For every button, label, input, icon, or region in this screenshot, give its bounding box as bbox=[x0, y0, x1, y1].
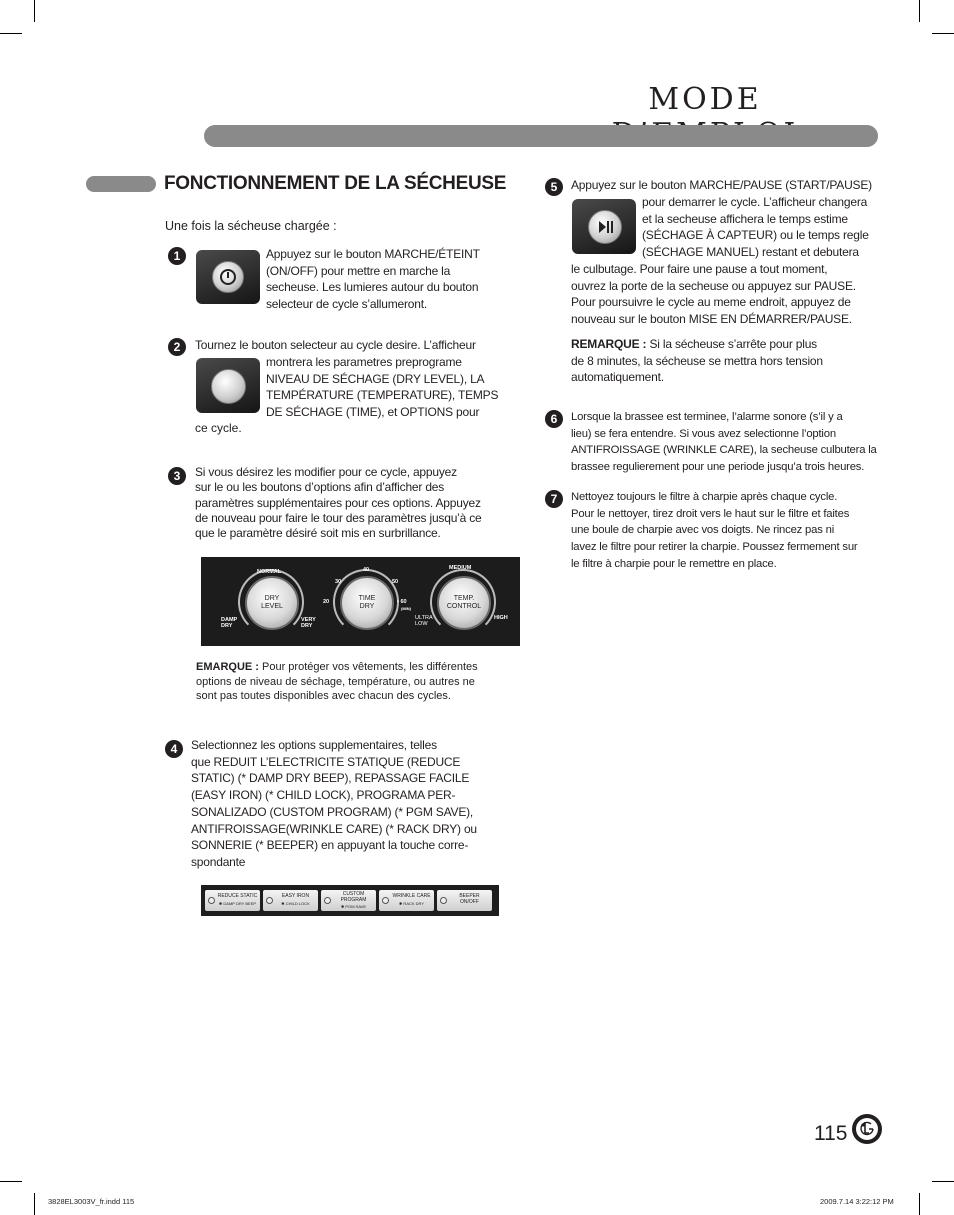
option-buttons-image bbox=[201, 885, 499, 916]
header-bar bbox=[204, 125, 878, 147]
step-number-7: 7 bbox=[545, 490, 563, 508]
step-7-text: Nettoyez toujours le filtre à charpie après chaque cycle. Pour le nettoyer, tirez droit vers le haut sur le filtre et faites une boule de charpie avec vos doigts. Ne rincez pas ni lavez le filtre pour retirer la charpie. Poussez fermement sur le filtre à charpie pour le remettre en place. bbox=[571, 491, 858, 570]
power-button-image bbox=[196, 250, 260, 304]
step-number-1: 1 bbox=[168, 247, 186, 265]
step-number-6: 6 bbox=[545, 410, 563, 428]
dry-level-knob: DRY LEVEL bbox=[245, 576, 299, 630]
reduce-static-option: REDUCE STATIC ✱ DAMP DRY BEEP bbox=[205, 890, 260, 911]
crop-mark bbox=[0, 33, 22, 34]
label-damp-dry: DAMP DRY bbox=[221, 617, 238, 629]
indicator-light-icon bbox=[208, 897, 215, 904]
step-3-text: Si vous désirez les modifier pour ce cycle, appuyez sur le ou les boutons d’options afin d’afficher des paramètres supplémentaires pour ces options. Appuyez de nouveau pour faire le tour des paramètres jusqu’à ce que le paramètre désiré soit mis en surbrillance. bbox=[195, 465, 482, 541]
label-40: 40 bbox=[363, 567, 370, 573]
step-4-text: Selectionnez les options supplementaires, telles que REDUIT L’ELECTRICITE STATIQUE (REDUCE STATIC) (* DAMP DRY BEEP), REPASSAGE FACILE (EASY IRON) (* CHILD LOCK), PROGRAMA PER- SONALIZADO (CUSTOM PROGRAM) (* PGM SAVE), ANTIFROISSAGE(WRINKLE CARE) (* RACK DRY) ou SONNERIE (* BEEPER) en appuyant la touche corre- spondante bbox=[191, 738, 477, 869]
step-2-first-line: Tournez le bouton selecteur au cycle desire. L’afficheur bbox=[195, 338, 476, 352]
step-5-note: REMARQUE : Si la sécheuse s’arrête pour plus de 8 minutes, la sécheuse se mettra hors tension automatiquement. bbox=[571, 337, 823, 385]
step-6-text: Lorsque la brassee est terminee, l’alarme sonore (s’il y a lieu) se fera entendre. Si vous avez selectionne l’option ANTIFROISSAGE (WRINKLE CARE), la secheuse culbutera la brassee regulierement pour une periode jusqu’a trois heures. bbox=[571, 411, 877, 474]
cycle-selector-image bbox=[196, 358, 260, 413]
crop-mark bbox=[932, 33, 954, 34]
label-60: • 60 bbox=[397, 599, 407, 605]
power-icon bbox=[212, 261, 244, 293]
step-number-2: 2 bbox=[168, 338, 186, 356]
start-pause-button-image bbox=[572, 199, 636, 254]
step-5-text: le culbutage. Pour faire une pause a tout moment, ouvrez la porte de la secheuse ou appuyez sur PAUSE. Pour poursuivre le cycle au meme endroit, appuyez de nouveau sur le bouton MISE EN DÉMARRER/PAUSE. bbox=[571, 262, 856, 327]
crop-mark bbox=[919, 0, 920, 22]
label-20: 20 bbox=[323, 599, 330, 605]
indicator-light-icon bbox=[324, 897, 331, 904]
indicator-light-icon bbox=[440, 897, 447, 904]
indicator-light-icon bbox=[382, 897, 389, 904]
section-pill bbox=[86, 176, 156, 192]
section-title: FONCTIONNEMENT DE LA SÉCHEUSE bbox=[164, 173, 507, 194]
label-min: (MIN) bbox=[401, 606, 411, 611]
step-3-note: EMARQUE : Pour protéger vos vêtements, les différentes options de niveau de séchage, température, ou autres ne sont pas toutes disponibles avec chacun des cycles. bbox=[196, 661, 478, 702]
label-high: HIGH bbox=[494, 615, 508, 621]
footer-file-info: 3828EL3003V_fr.indd 115 bbox=[48, 1197, 135, 1206]
step-2-last-line: ce cycle. bbox=[195, 421, 242, 435]
play-pause-symbol-icon bbox=[589, 211, 621, 243]
label-50: 50 bbox=[392, 579, 399, 585]
crop-mark bbox=[919, 1193, 920, 1215]
lg-face-icon bbox=[852, 1114, 882, 1144]
indicator-light-icon bbox=[266, 897, 273, 904]
step-5-first-line: Appuyez sur le bouton MARCHE/PAUSE (START/PAUSE) bbox=[571, 178, 872, 192]
step-2-text: montrera les parametres preprograme NIVEAU DE SÉCHAGE (DRY LEVEL), LA TEMPÉRATURE (TEMPERATURE), TEMPS DE SÉCHAGE (TIME), et OPTIONS pour bbox=[266, 355, 499, 420]
page-number: 115 bbox=[814, 1122, 848, 1145]
label-normal: NORMAL bbox=[257, 569, 282, 575]
page-header-title: MODE bbox=[648, 82, 762, 117]
beeper-option: BEEPER ON/OFF bbox=[437, 890, 492, 911]
start-pause-icon bbox=[588, 210, 622, 244]
step-1-text: Appuyez sur le bouton MARCHE/ÉTEINT (ON/OFF) pour mettre en marche la secheuse. Les lumieres autour du bouton selecteur de cycle s’allumeront. bbox=[266, 247, 480, 312]
label-30: 30 bbox=[335, 579, 342, 585]
label-medium: MEDIUM bbox=[449, 565, 472, 571]
step-number-3: 3 bbox=[168, 467, 186, 485]
step-number-5: 5 bbox=[545, 178, 563, 196]
wrinkle-care-option: WRINKLE CARE ✱ RACK DRY bbox=[379, 890, 434, 911]
label-ultra-low: ULTRA LOW bbox=[415, 615, 433, 627]
time-dry-knob: TIME DRY bbox=[340, 576, 394, 630]
crop-mark bbox=[932, 1181, 954, 1182]
crop-mark bbox=[34, 1193, 35, 1215]
step-number-4: 4 bbox=[165, 740, 183, 758]
crop-mark bbox=[0, 1181, 22, 1182]
lg-logo-icon bbox=[852, 1114, 882, 1144]
section-intro: Une fois la sécheuse chargée : bbox=[165, 219, 337, 233]
crop-mark bbox=[34, 0, 35, 22]
temp-control-knob: TEMP. CONTROL bbox=[437, 576, 491, 630]
easy-iron-option: EASY IRON ✱ CHILD LOCK bbox=[263, 890, 318, 911]
custom-program-option: CUSTOM PROGRAM ✱ PGM SAVE bbox=[321, 890, 376, 911]
label-very-dry: VERY DRY bbox=[301, 617, 316, 629]
step-5-wrap-text: pour demarrer le cycle. L’afficheur changera et la secheuse affichera le temps estime (SÉCHAGE À CAPTEUR) ou le temps regle (SÉCHAGE MANUEL) restant et debutera bbox=[642, 195, 869, 260]
cycle-knob-icon bbox=[211, 369, 246, 404]
footer-timestamp: 2009.7.14 3:22:12 PM bbox=[820, 1197, 894, 1206]
dryer-control-panel-image bbox=[201, 557, 520, 646]
power-symbol-icon bbox=[213, 262, 243, 292]
